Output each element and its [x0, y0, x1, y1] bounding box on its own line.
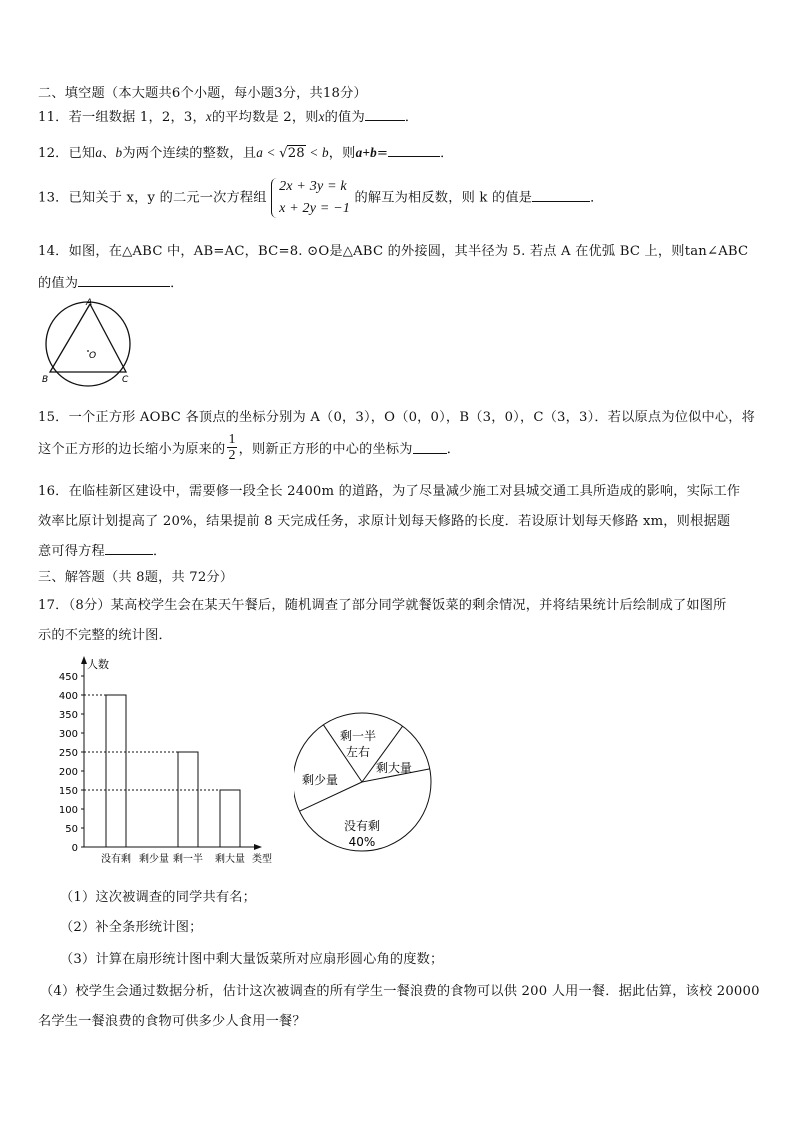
sub-question-3: （3）计算在扇形统计图中剩大量饭菜所对应扇形圆心角的度数； [60, 952, 444, 967]
q11-var-x2: x [318, 109, 325, 124]
q12-text-b: 为两个连续的整数，且 [122, 146, 257, 161]
brace-icon [271, 178, 278, 218]
q11-end: ． [404, 110, 419, 125]
figure-14-circle-triangle [38, 296, 138, 390]
q15-answer-blank[interactable] [413, 441, 447, 454]
question-14-line-2 [38, 272, 184, 291]
x-tick-label: 剩大量 [215, 854, 245, 865]
label-c: C [122, 375, 129, 385]
q12-radicand: 28 [287, 146, 305, 161]
x-tick-label: 没有剩 [101, 854, 131, 865]
label-b: B [42, 375, 49, 385]
sub-question-1: （1）这次被调查的同学共有名； [60, 890, 257, 905]
q12-end: ． [440, 146, 454, 161]
fraction-one-half [227, 432, 236, 463]
q12-text-a: 12．已知 [38, 146, 96, 161]
question-13 [38, 176, 604, 220]
y-tick-label: 250 [58, 748, 78, 759]
q12-answer-blank[interactable] [388, 144, 440, 157]
y-axis-label: 人数 [87, 658, 109, 671]
y-tick-label: 300 [58, 729, 78, 740]
q15-end: ． [446, 442, 461, 457]
x-tick-label: 剩一半 [173, 854, 203, 865]
q12-eq: = [376, 146, 389, 161]
q11-text-b: 的平均数是 2，则 [211, 110, 319, 125]
y-tick-label: 0 [71, 843, 78, 854]
y-tick-label: 350 [58, 710, 78, 721]
bar-0 [106, 695, 126, 847]
pie-slice-label-2: 40% [348, 835, 376, 849]
pie-slice-label-0: 左右 [345, 745, 371, 759]
q11-text-a: 11．若一组数据 1，2，3， [38, 110, 206, 125]
q12-sep: 、 [102, 146, 116, 161]
equation-system [271, 176, 350, 220]
sub-question-2: （2）补全条形统计图； [60, 920, 203, 935]
q16-text-c: 意可得方程 [38, 544, 105, 559]
q12-sqrt-symbol: √ [279, 146, 288, 161]
q16-end: ． [152, 544, 167, 559]
bar-3 [220, 790, 240, 847]
q11-var-x: x [205, 109, 212, 124]
sub-question-4-line-2: 名学生一餐浪费的食物可供多少人食用一餐？ [38, 1014, 306, 1029]
q13-answer-blank[interactable] [532, 189, 590, 202]
sub-question-4-line-1: （4）校学生会通过数据分析，估计这次被调查的所有学生一餐浪费的食物可以供 200 人用一餐．据此估算，该校 20000 [40, 984, 760, 999]
q13-text-a: 13．已知关于 x，y 的二元一次方程组 [38, 190, 267, 206]
label-a: A [86, 298, 93, 308]
label-o: O [89, 351, 97, 361]
y-tick-label: 150 [58, 786, 78, 797]
q14-answer-blank[interactable] [78, 274, 170, 287]
pie-slice-label-0: 剩一半 [339, 729, 377, 743]
y-tick-label: 450 [58, 672, 78, 683]
question-15-line-1: 15．一个正方形 AOBC 各顶点的坐标分别为 A（0，3），O（0，0），B（3，0），C（3，3）．若以原点为位似中心，将 [38, 410, 756, 425]
fraction-numerator: 1 [228, 432, 236, 447]
circumcircle [46, 302, 130, 386]
bar-2 [178, 752, 198, 847]
q11-text-c: 的值为 [324, 110, 365, 125]
pie-chart [294, 660, 444, 866]
y-tick-label: 100 [58, 805, 78, 816]
y-tick-label: 400 [58, 691, 78, 702]
section3-header: 三、解答题（共 8题，共 72分） [38, 570, 234, 585]
equation-1: 2x + 3y = k [279, 179, 347, 194]
q12-ineq-left: a < [256, 145, 280, 160]
question-17-line-1: 17．（8分）某高校学生会在某天午餐后，随机调查了部分同学就餐饭菜的剩余情况，并将结果统计后绘制成了如图所 [38, 598, 727, 613]
q15-text-a: 这个正方形的边长缩小为原来的 [38, 442, 226, 457]
q12-var-a: a [95, 145, 103, 160]
question-16-line-2: 效率比原计划提高了 20%，结果提前 8 天完成任务，求原计划每天修路的长度．若设原计划每天修路 xm，则根据题 [38, 514, 731, 529]
q13-text-b: 的解互为相反数，则 k 的值是 [354, 190, 533, 206]
pie-slice-label-2: 没有剩 [343, 819, 381, 833]
question-15-line-2 [38, 432, 460, 463]
section2-header: 二、填空题（本大题共6个小题，每小题3分，共18分） [38, 86, 367, 101]
q15-text-b: ，则新正方形的中心的坐标为 [238, 442, 413, 457]
q12-var-b: b [115, 145, 123, 160]
pie-slice-label-3: 剩少量 [301, 773, 339, 787]
equation-2: x + 2y = −1 [279, 201, 351, 216]
q12-expr: a+b [355, 145, 377, 160]
q14-end: ． [170, 276, 184, 291]
q12-ineq-right: < b [305, 145, 329, 160]
question-11 [38, 106, 418, 125]
triangle-abc [50, 304, 126, 372]
y-tick-label: 200 [58, 767, 78, 778]
q14-text-b: 的值为 [38, 276, 79, 291]
x-axis-arrow-icon [254, 844, 262, 850]
question-12 [38, 142, 454, 161]
question-16-line-1: 16．在临桂新区建设中，需要修一段全长 2400m 的道路，为了尽量减少施工对县城交通工具所造成的影响，实际工作 [38, 484, 741, 499]
question-16-line-3 [38, 540, 166, 559]
question-14-line-1: 14．如图，在△ABC 中，AB=AC，BC=8. ⊙O是△ABC 的外接圆，其半径为 5. 若点 A 在优弧 BC 上，则tan∠ABC [38, 244, 749, 259]
x-axis-label: 类型 [252, 854, 272, 865]
question-17-line-2: 示的不完整的统计图． [38, 628, 172, 643]
q12-text-c: ，则 [328, 146, 356, 161]
q16-answer-blank[interactable] [105, 542, 153, 555]
x-tick-label: 剩少量 [139, 854, 169, 865]
bar-chart [50, 652, 280, 867]
pie-slice-label-1: 剩大量 [375, 761, 413, 775]
q13-end: ． [590, 190, 604, 206]
y-tick-label: 50 [65, 824, 78, 835]
q11-answer-blank[interactable] [365, 108, 405, 121]
fraction-denominator: 2 [228, 448, 236, 463]
